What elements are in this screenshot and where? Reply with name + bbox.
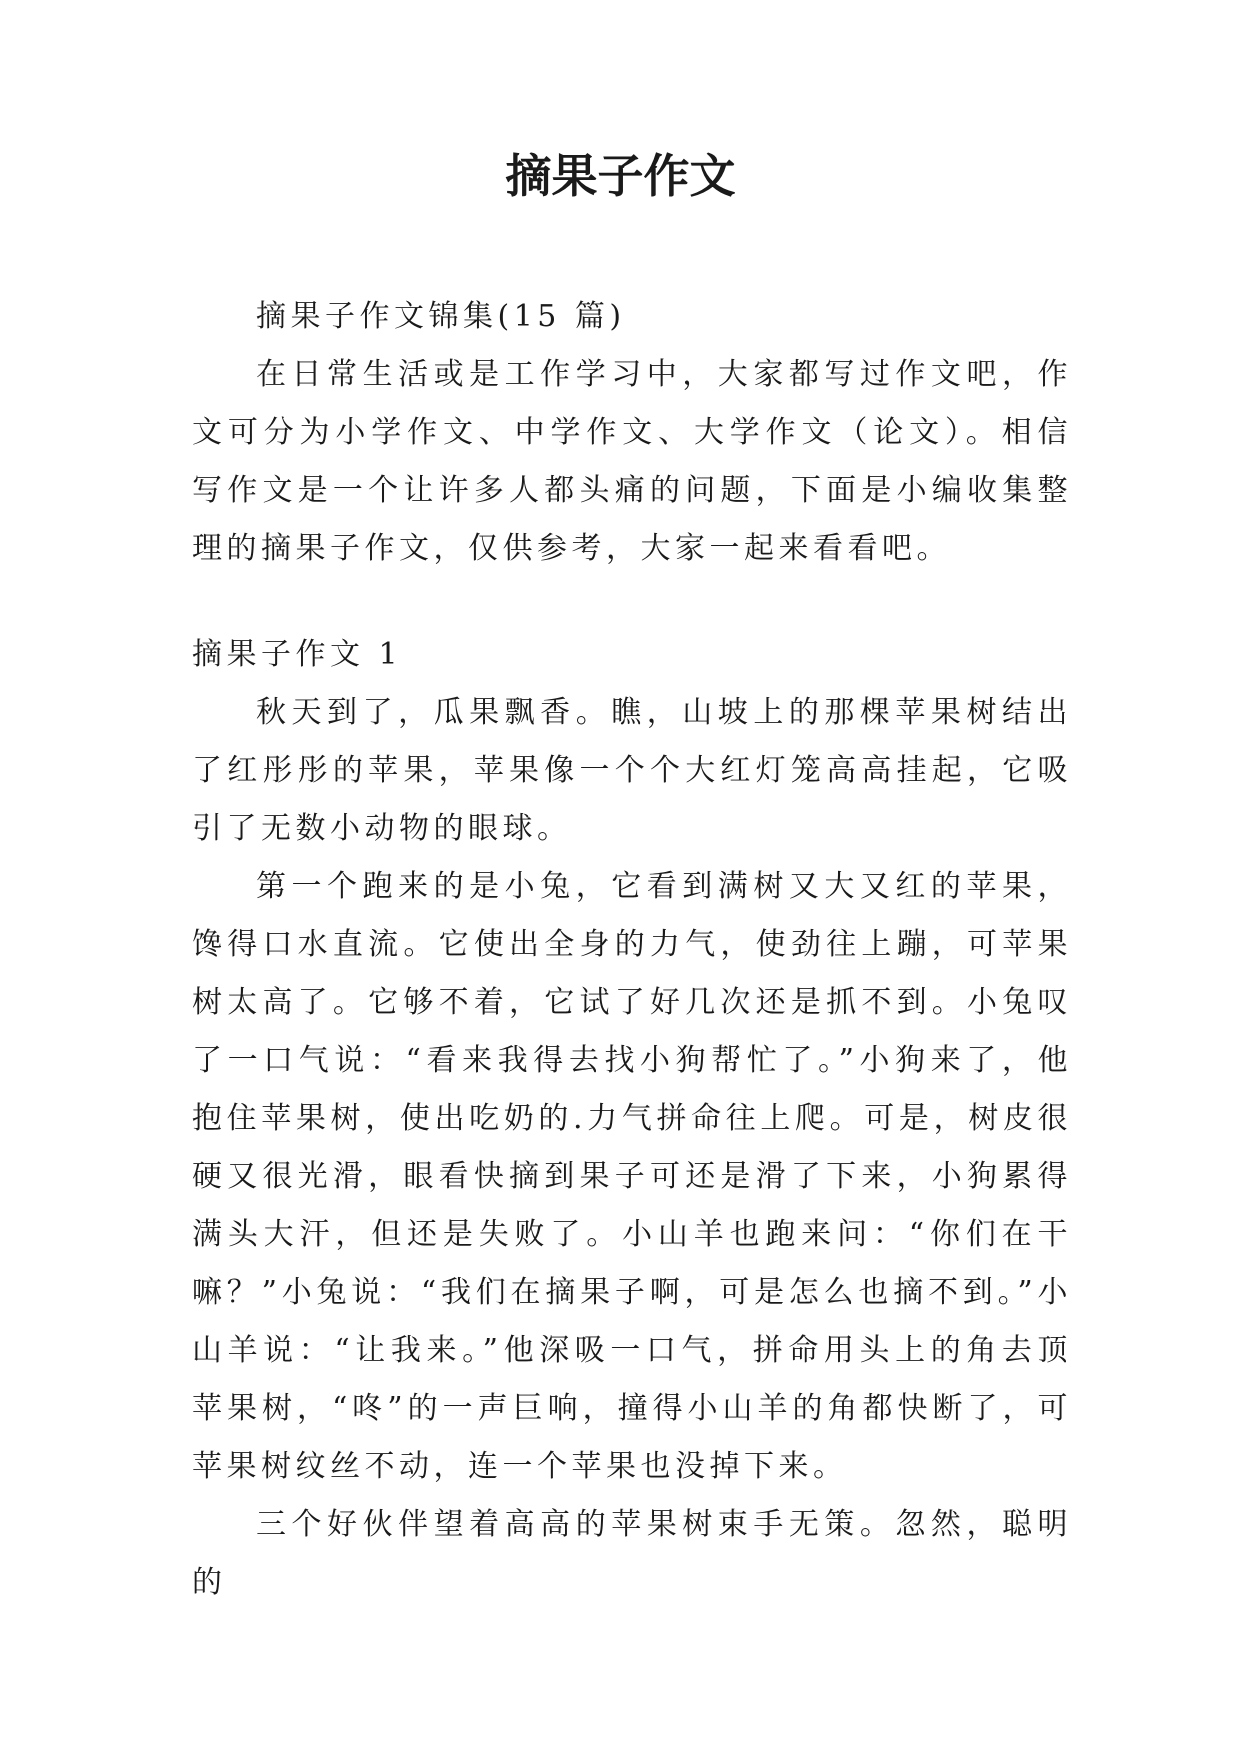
essay-heading: 摘果子作文 1 [192,637,403,672]
section-spacer [192,578,1072,626]
document-title: 摘果子作文 [505,149,736,203]
document-body [192,288,1072,1612]
essay-paragraph-2: 第一个跑来的是小兔，它看到满树又大又红的苹果，馋得口水直流。它使出全身的力气，使劲往上蹦，可苹果树太高了。它够不着，它试了好几次还是抓不到。小兔叹了一口气说：“看来我得去找小狗帮忙了。”小狗来了，他抱住苹果树，使出吃奶的.力气拼命往上爬。可是，树皮很硬又很光滑，眼看快摘到果子可还是滑了下来，小狗累得满头大汗，但还是失败了。小山羊也跑来问：“你们在干嘛？”小兔说：“我们在摘果子啊，可是怎么也摘不到。”小山羊说：“让我来。”他深吸一口气，拼命用头上的角去顶苹果树，“咚”的一声巨响，撞得小山羊的角都快断了，可苹果树纹丝不动，连一个苹果也没掉下来。 [192,869,1072,1484]
intro-subtitle: 摘果子作文锦集(15 篇) [256,299,626,334]
intro-paragraph: 在日常生活或是工作学习中，大家都写过作文吧，作文可分为小学作文、中学作文、大学作文（论文）。相信写作文是一个让许多人都头痛的问题，下面是小编收集整理的摘果子作文，仅供参考，大家一起来看看吧。 [192,357,1072,566]
essay-paragraph-3: 三个好伙伴望着高高的苹果树束手无策。忽然，聪明的 [192,1507,1072,1600]
essay-paragraph-1: 秋天到了，瓜果飘香。瞧，山坡上的那棵苹果树结出了红彤彤的苹果，苹果像一个个大红灯笼高高挂起，它吸引了无数小动物的眼球。 [192,695,1072,846]
